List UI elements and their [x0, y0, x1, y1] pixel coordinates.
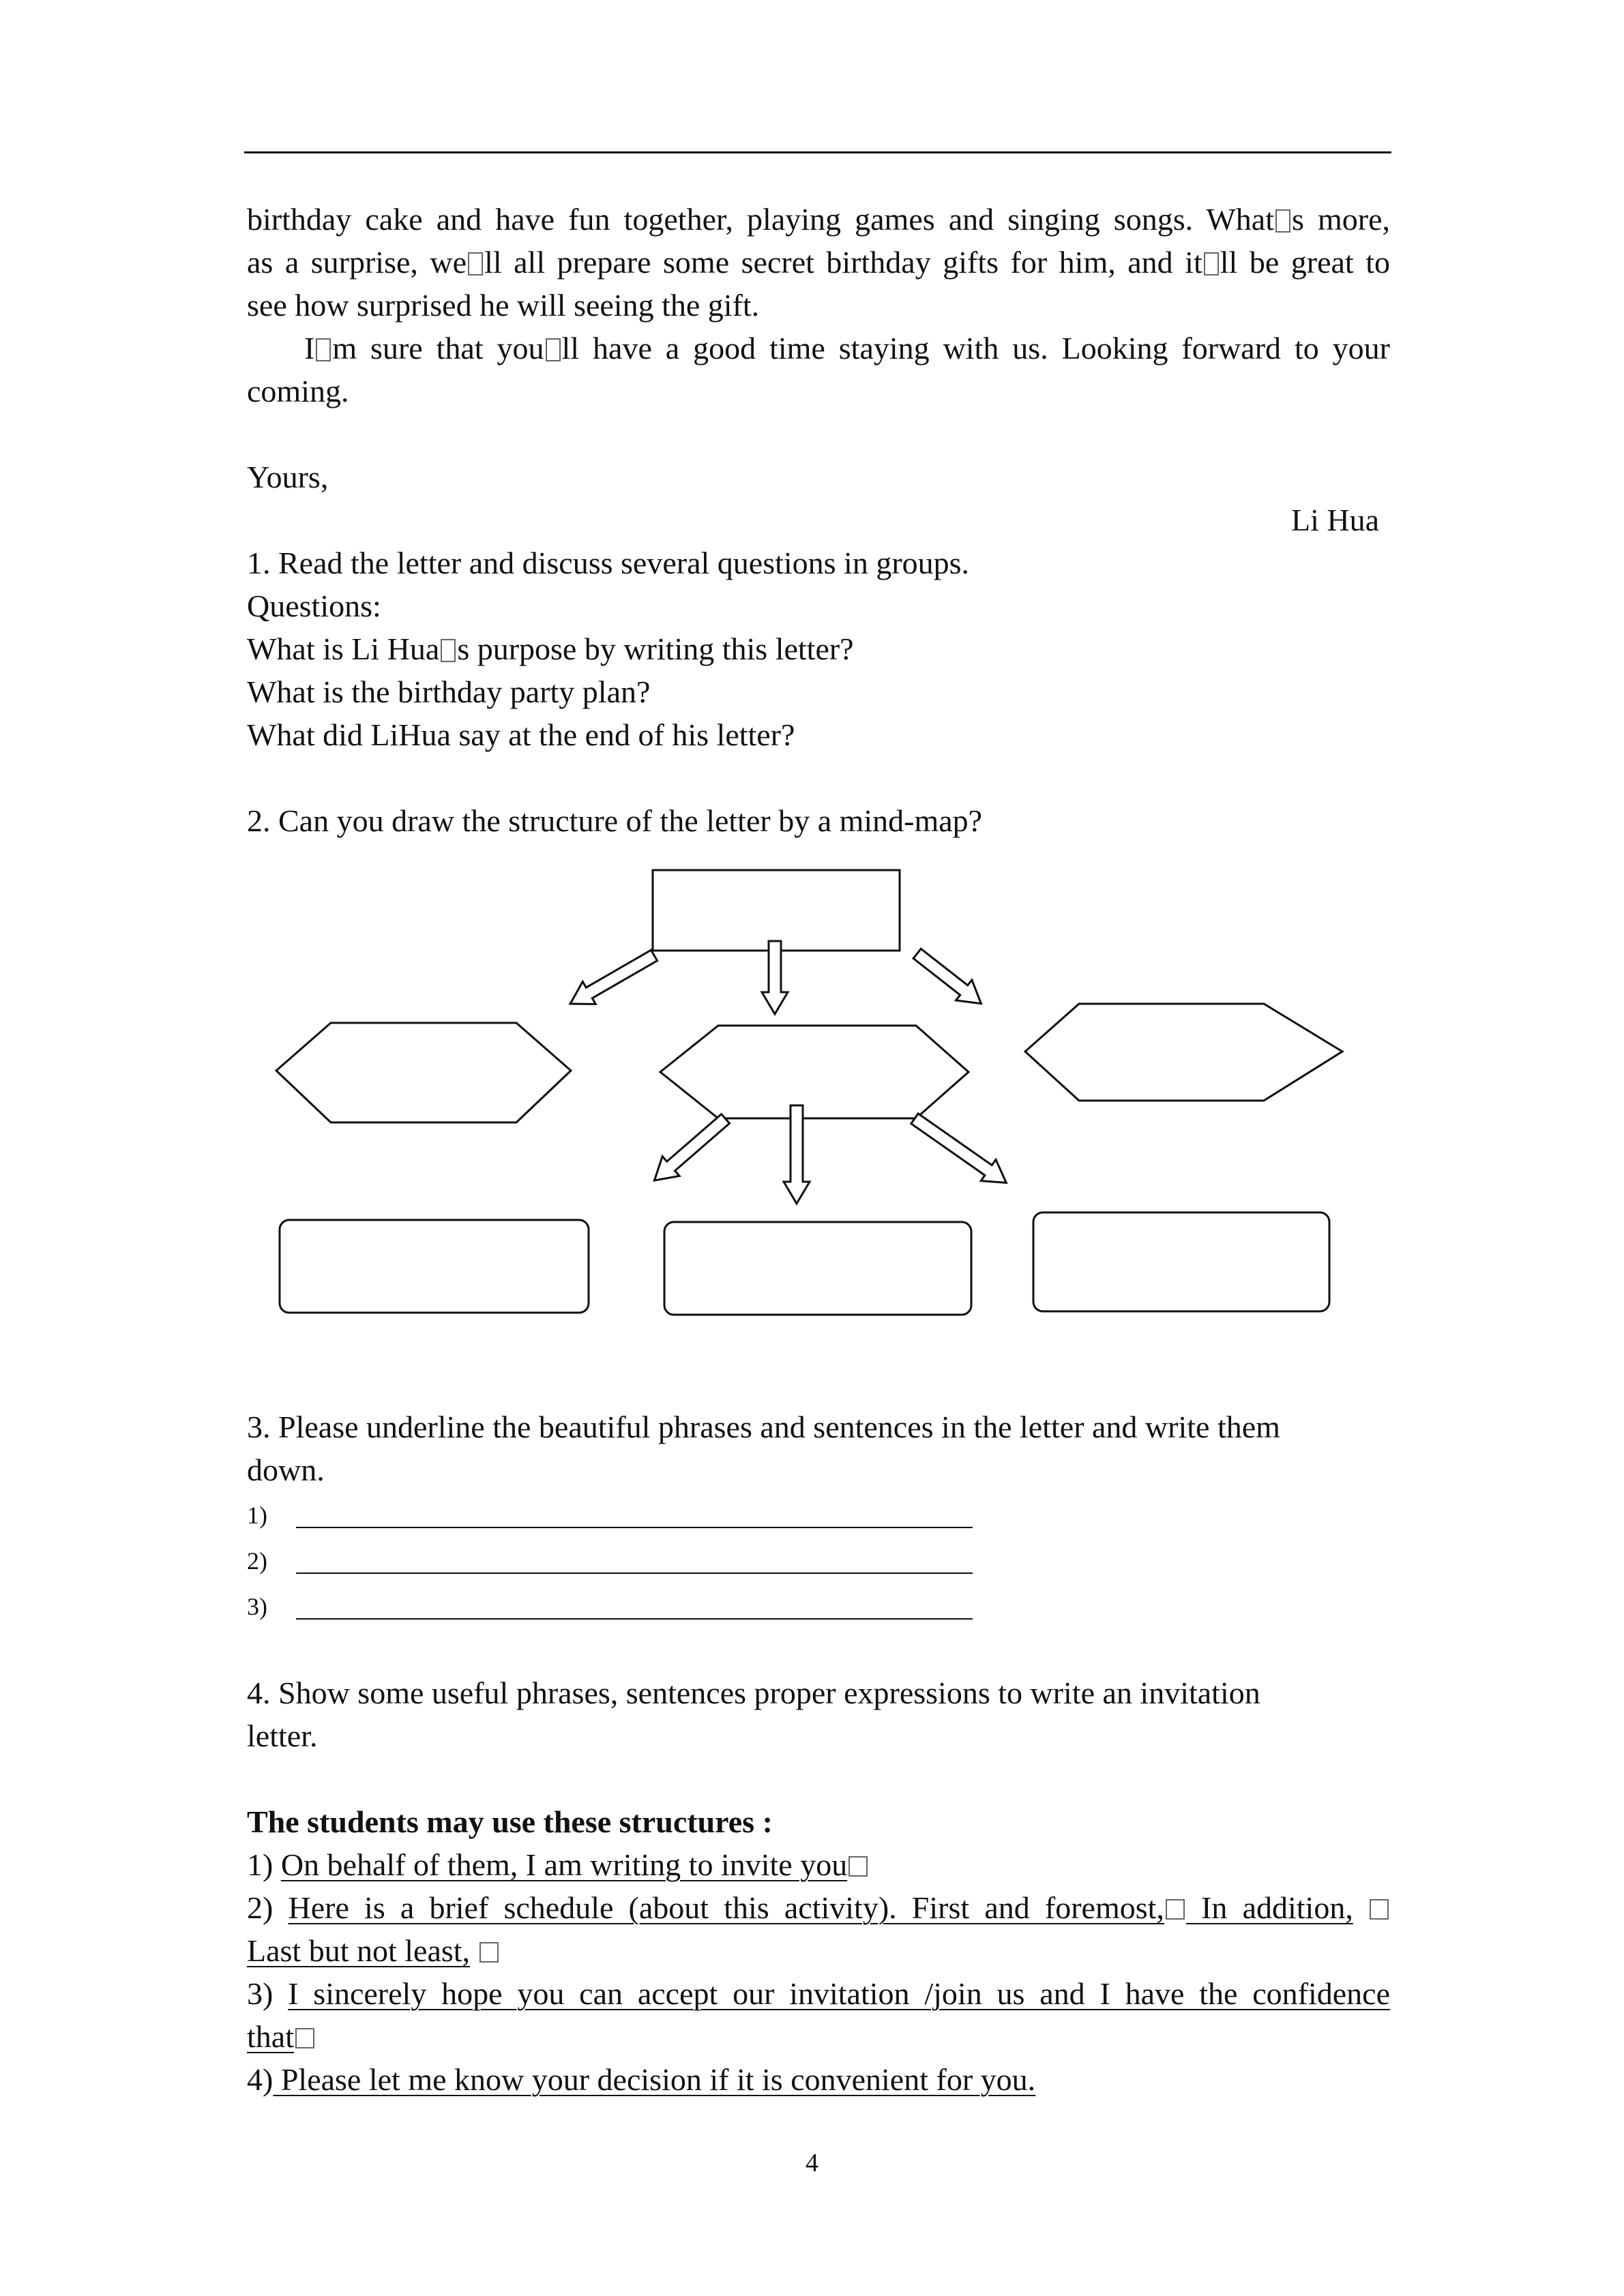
mind-map-left-hexagon	[276, 1023, 571, 1122]
question-2-title: 2. Can you draw the structure of the letter by a mind-map?	[247, 803, 983, 838]
letter-line: see how surprised he will seeing the gift.	[247, 288, 760, 323]
letter-line: birthday cake and have fun together, playing games and singing songs. What s more,	[247, 202, 1390, 237]
question-item: What is Li Hua s purpose by writing this letter?	[247, 631, 854, 666]
answer-blank-1: 1)	[247, 1491, 1390, 1537]
mind-map-right-hexagon	[1025, 1004, 1342, 1101]
answer-blank-3: 3)	[247, 1583, 1390, 1628]
arrow-center-to-middle	[784, 1105, 810, 1204]
question-3-title: 3. Please underline the beautiful phrases and sentences in the letter and write them	[247, 1410, 1280, 1444]
question-item: What did LiHua say at the end of his letter?	[247, 717, 795, 752]
question-4-title: 4. Show some useful phrases, sentences proper expressions to write an invitation	[247, 1675, 1260, 1710]
structure-item-4: 4) Please let me know your decision if it is convenient for you.	[247, 2062, 1036, 2097]
mind-map-bottom-center-box	[664, 1222, 971, 1315]
arrow-top-to-center	[762, 941, 788, 1014]
structures-heading: The students may use these structures :	[247, 1804, 773, 1839]
letter-line: I m sure that you ll have a good time staying with us. Looking forward to your	[304, 331, 1390, 366]
mind-map-center-hexagon	[660, 1026, 969, 1118]
mind-map-top-box	[653, 870, 900, 951]
answer-line[interactable]	[296, 1549, 973, 1574]
answer-line[interactable]	[296, 1595, 973, 1620]
letter-closing: Yours,	[247, 460, 329, 494]
structure-item-2-cont: Last but not least,	[247, 1929, 1390, 1972]
answer-blank-2: 2)	[247, 1537, 1390, 1583]
arrow-top-to-right	[909, 943, 989, 1013]
structure-item-3-cont: that	[247, 2015, 1390, 2058]
question-item: What is the birthday party plan?	[247, 674, 651, 709]
missing-glyph-icon	[295, 2028, 314, 2048]
mind-map-bottom-left-box	[280, 1220, 589, 1313]
letter-line: as a surprise, we ll all prepare some secret birthday gifts for him, and it ll be great to	[247, 245, 1390, 280]
missing-glyph-icon	[479, 1942, 499, 1963]
answer-line[interactable]	[296, 1504, 973, 1528]
structure-item-1: 1) On behalf of them, I am writing to invite you	[247, 1843, 1390, 1886]
question-1-title: 1. Read the letter and discuss several questions in groups.	[247, 546, 970, 580]
structure-item-2: 2) Here is a brief schedule (about this activity). First and foremost, In addition,	[247, 1886, 1390, 1929]
mind-map-bottom-right-box	[1033, 1212, 1329, 1311]
questions-label: Questions:	[247, 588, 381, 623]
arrow-top-to-left	[564, 944, 661, 1015]
structure-item-3: 3) I sincerely hope you can accept our invitation /join us and I have the confidence	[247, 1976, 1391, 2011]
missing-glyph-icon	[1370, 1899, 1389, 1920]
question-4-title-cont: letter.	[247, 1718, 318, 1753]
missing-glyph-icon	[1166, 1899, 1185, 1920]
lower-section	[247, 1405, 1390, 2101]
letter-signature: Li Hua	[1290, 503, 1379, 537]
missing-glyph-icon	[848, 1856, 868, 1877]
page-number: 4	[806, 2149, 818, 2177]
letter-line: coming.	[247, 374, 349, 408]
arrow-center-to-left	[646, 1109, 734, 1190]
question-3-title-cont: down.	[247, 1452, 325, 1487]
arrow-center-to-right	[907, 1108, 1014, 1193]
